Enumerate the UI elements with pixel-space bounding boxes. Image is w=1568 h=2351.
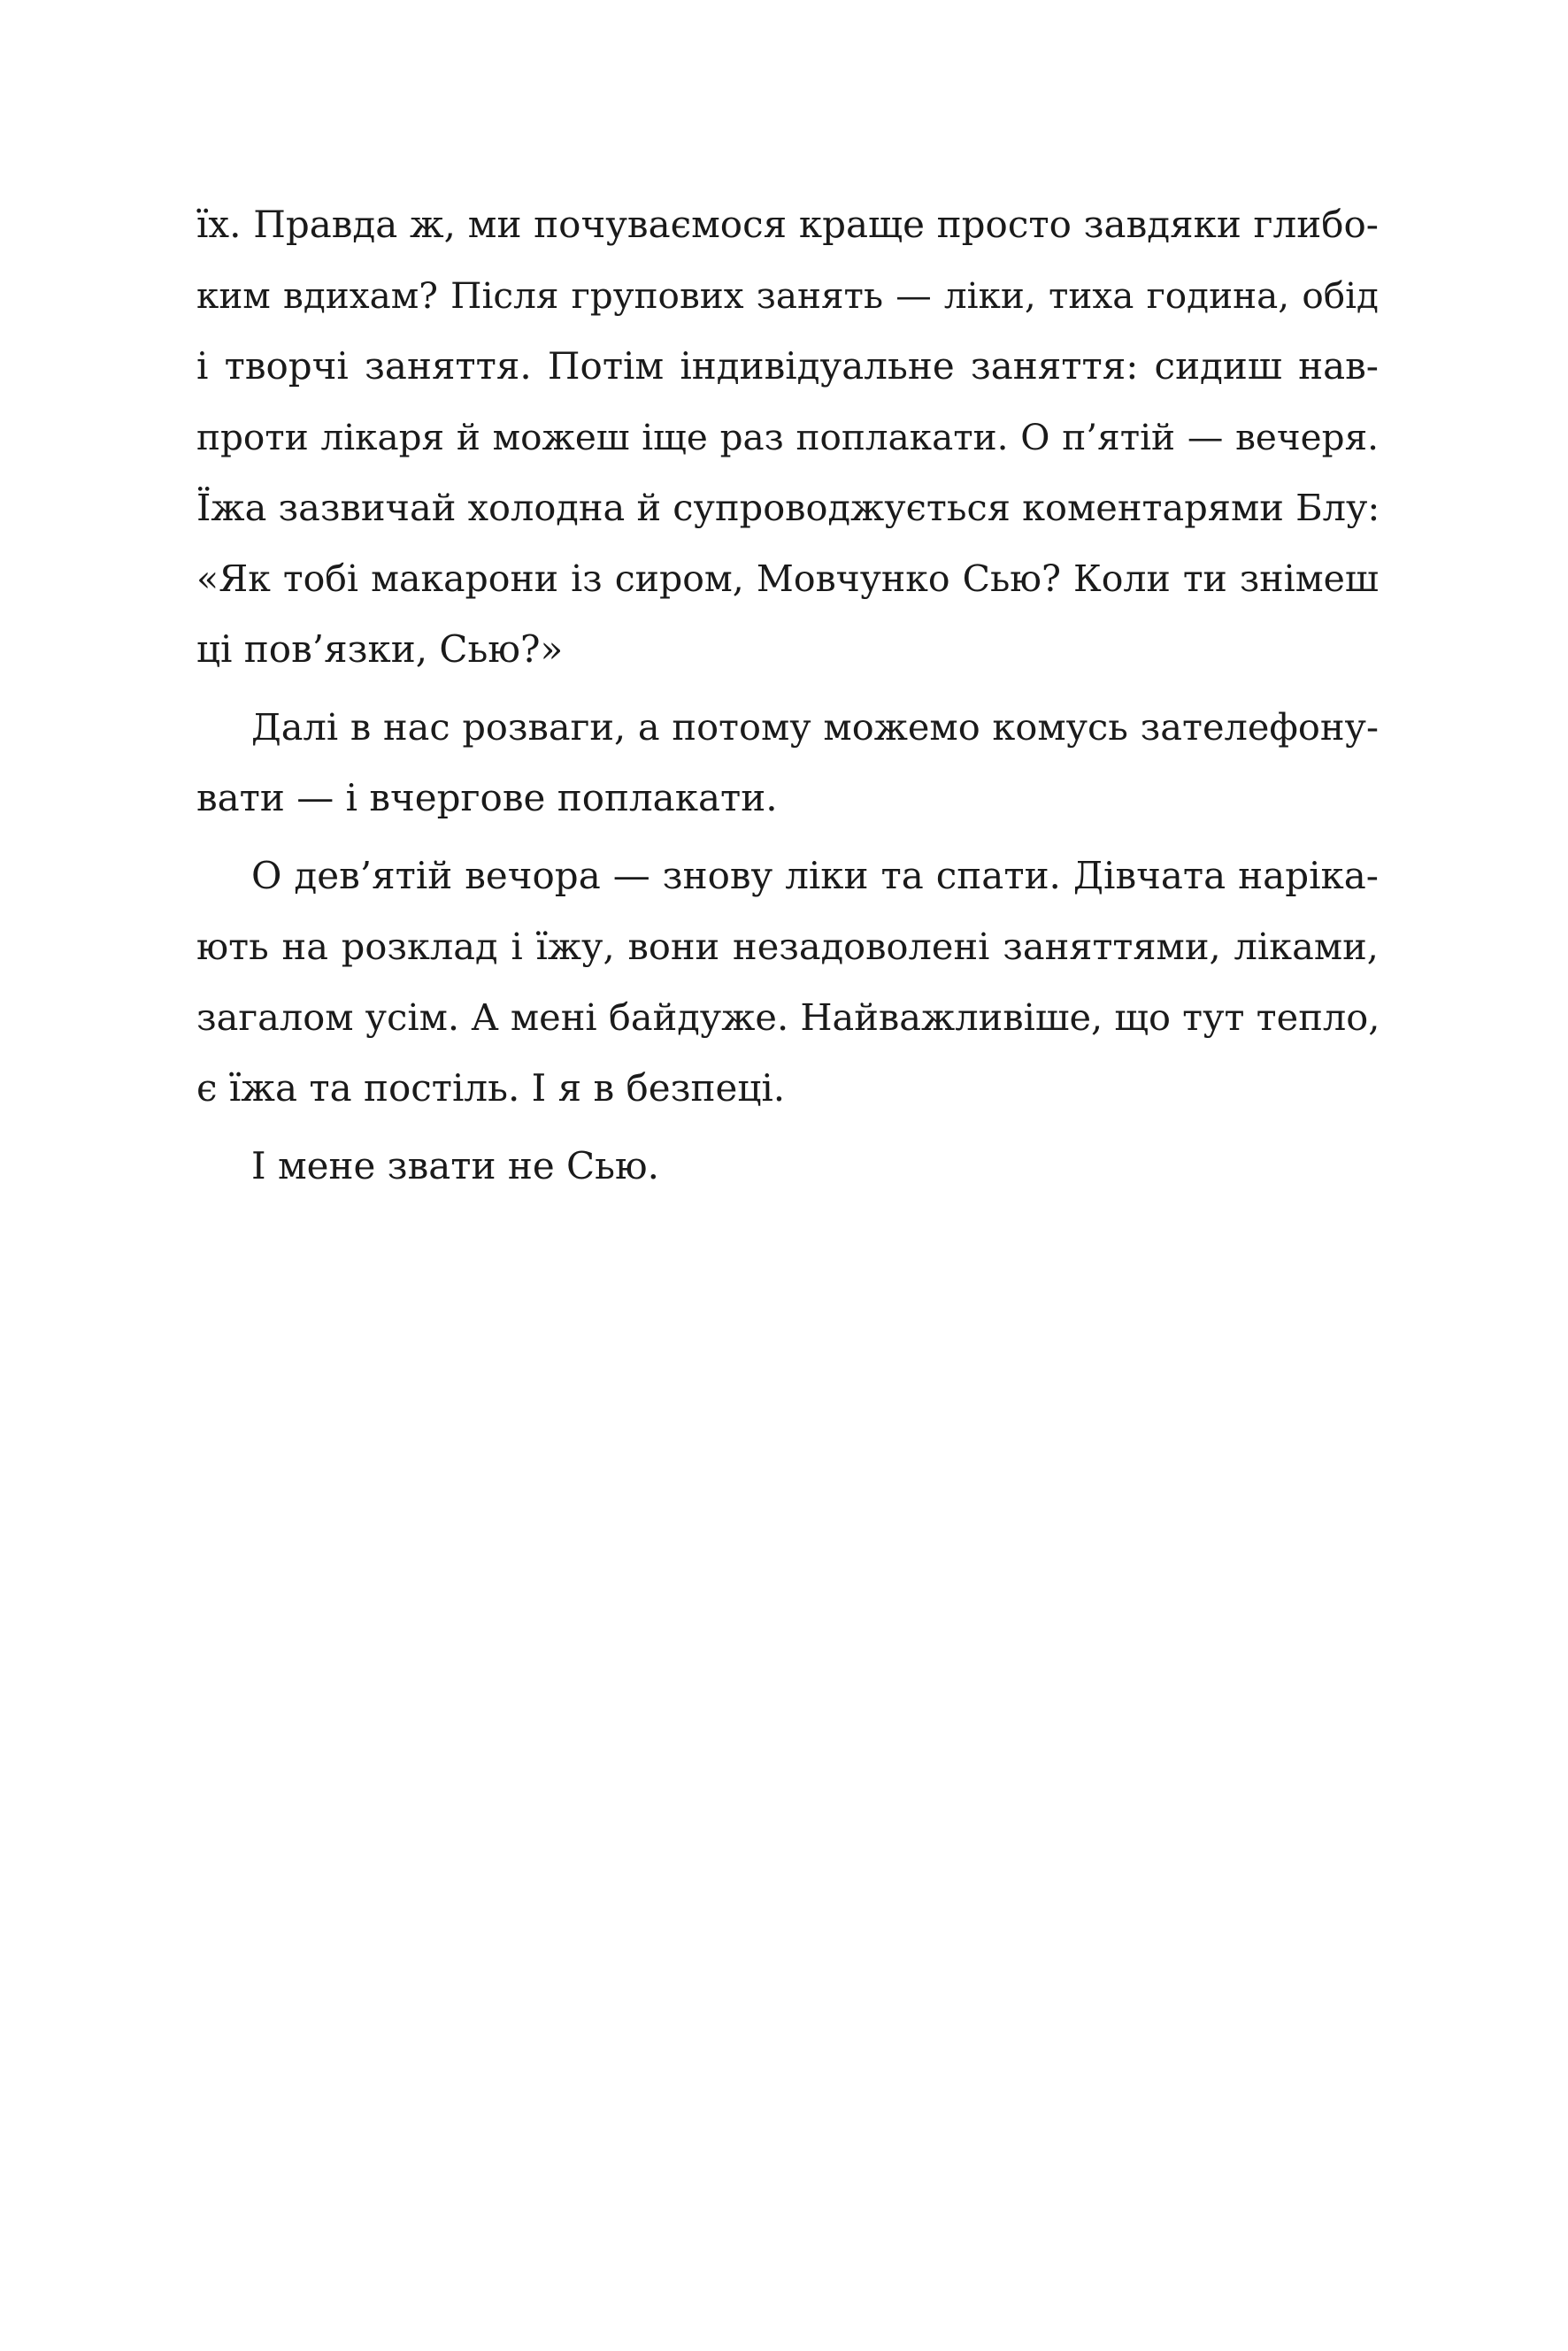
text-line: Далі в нас розваги, а потому можемо комусь зателефону- [251,705,1379,749]
text-line: ким вдихам? Після групових занять — ліки, тиха година, обід [196,274,1379,317]
text-line: ють на розклад і їжу, вони незадоволені заняттями, ліками, [196,925,1379,968]
text-line: і творчі заняття. Потім індивідуальне заняття: сидиш нав- [196,344,1379,388]
text-line: є їжа та постіль. І я в безпеці. [196,1066,786,1110]
text-line: проти лікаря й можеш іще раз поплакати. О п’ятій — вечеря. [196,416,1379,458]
text-line: «Як тобі макарони із сиром, Мовчунко Сью? Коли ти знімеш [196,557,1379,600]
text-line: ці пов’язки, Сью?» [196,627,564,671]
text-line: І мене звати не Сью. [251,1144,659,1187]
text-line: їх. Правда ж, ми почуваємося краще просто завдяки глибо- [196,203,1379,246]
paragraph-4 [196,1131,1379,1202]
text-line: Їжа зазвичай холодна й супроводжується коментарями Блу: [196,486,1380,529]
text-line: загалом усім. А мені байдуже. Найважливіше, що тут тепло, [196,995,1380,1039]
text-line: О дев’ятій вечора — знову ліки та спати. Дівчата наріка- [251,854,1379,897]
paragraph-2 [196,692,1379,834]
text-line: вати — і вчергове поплакати. [196,776,778,819]
body-text [196,189,1379,1202]
paragraph-3 [196,841,1379,1124]
paragraph-1 [196,189,1379,685]
